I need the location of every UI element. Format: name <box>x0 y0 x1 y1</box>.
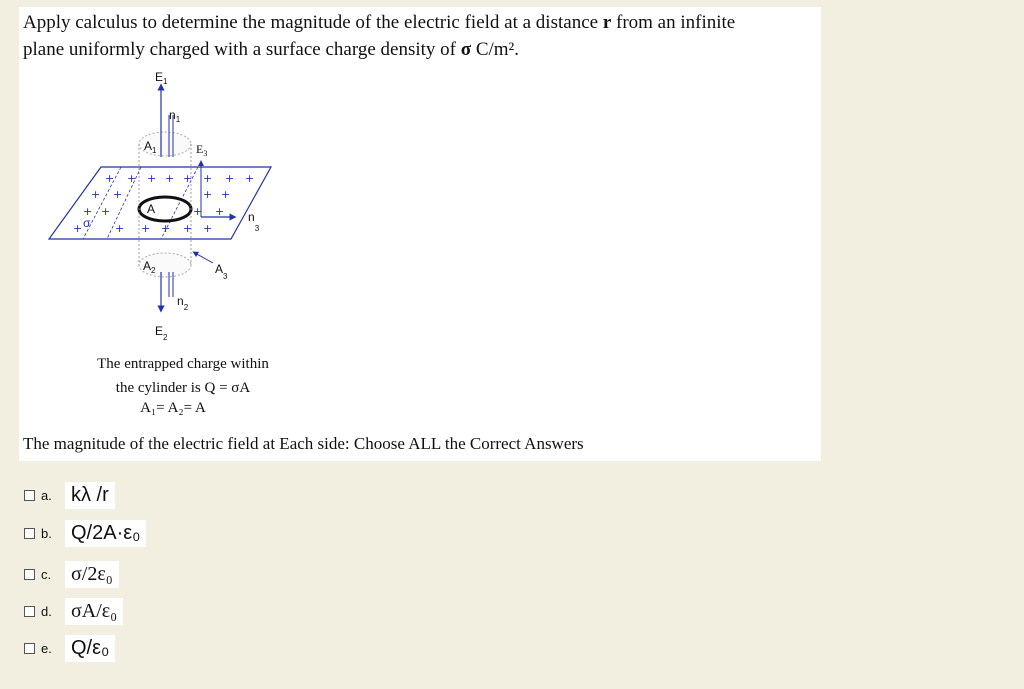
gauss-cylinder-figure <box>43 67 303 427</box>
figure-diagram <box>43 67 303 357</box>
option-e[interactable] <box>24 633 115 663</box>
question-line1-end: from an infinite <box>611 12 736 33</box>
figure-caption <box>83 352 283 400</box>
label-e3: $E_3$ <box>196 142 208 158</box>
svg-text:+: + <box>101 205 111 218</box>
label-e2: $E_2$ <box>155 324 168 342</box>
question-r-symbol: r <box>602 12 612 33</box>
svg-text:+: + <box>161 222 171 235</box>
question-text <box>23 9 823 63</box>
option-c[interactable] <box>24 559 119 589</box>
svg-text:+: + <box>127 172 137 185</box>
label-a3: $A_3$ <box>215 262 228 281</box>
svg-text:+: + <box>115 222 125 235</box>
svg-text:+: + <box>203 188 213 201</box>
svg-text:+: + <box>165 172 175 185</box>
option-d-checkbox[interactable] <box>24 606 35 617</box>
svg-text:+: + <box>91 188 101 201</box>
svg-text:+: + <box>203 172 213 185</box>
option-a-letter: a. <box>41 487 52 503</box>
option-a-checkbox[interactable] <box>24 490 35 501</box>
caption-line-2: the cylinder is Q = σA <box>115 380 251 396</box>
svg-text:+: + <box>147 172 157 185</box>
question-line2-start: plane uniformly charged with a surface charge density of <box>23 39 461 60</box>
question-line2-end: C/m². <box>471 39 520 60</box>
option-a[interactable] <box>24 480 115 510</box>
option-b-text: Q/2A·ε₀ <box>65 520 146 547</box>
option-d-text: σA/ε₀ <box>65 598 123 625</box>
option-a-text: kλ /r <box>65 482 115 509</box>
label-n2: $n_2$ <box>177 294 189 312</box>
plus-charges <box>73 172 254 235</box>
option-b[interactable] <box>24 518 146 548</box>
option-c-letter: c. <box>41 566 52 582</box>
option-e-letter: e. <box>41 640 52 656</box>
option-d[interactable] <box>24 596 123 626</box>
svg-text:+: + <box>221 188 231 201</box>
option-d-letter: d. <box>41 603 52 619</box>
svg-text:+: + <box>83 205 93 218</box>
question-line1-start: Apply calculus to determine the magnitude of the electric field at a distance <box>23 12 603 33</box>
label-a1: $A_1$ <box>144 139 157 155</box>
label-n3: $n_3$ <box>248 210 260 233</box>
svg-text:+: + <box>73 222 83 235</box>
svg-text:+: + <box>183 172 193 185</box>
option-b-checkbox[interactable] <box>24 528 35 539</box>
svg-text:+: + <box>193 205 203 218</box>
answer-prompt: The magnitude of the electric field at Each side: Choose ALL the Correct Answers <box>23 434 584 453</box>
svg-text:+: + <box>183 222 193 235</box>
label-a: A <box>147 202 156 216</box>
caption-line-1: The entrapped charge within <box>97 356 269 372</box>
label-e1: $E_1$ <box>155 70 168 86</box>
svg-text:+: + <box>225 172 235 185</box>
area-equation: A₁= A₂= A <box>140 400 206 416</box>
question-panel <box>19 7 821 461</box>
option-b-letter: b. <box>41 525 52 541</box>
svg-text:+: + <box>141 222 151 235</box>
label-n1: $n_1$ <box>169 108 181 124</box>
svg-text:+: + <box>215 205 225 218</box>
svg-text:+: + <box>245 172 255 185</box>
svg-text:+: + <box>113 188 123 201</box>
question-sigma-symbol: σ <box>460 39 472 60</box>
label-sigma: σ <box>83 216 91 230</box>
label-a2: $A_2$ <box>143 259 156 275</box>
option-e-text: Q/ε₀ <box>65 635 115 662</box>
svg-text:+: + <box>203 222 213 235</box>
option-e-checkbox[interactable] <box>24 643 35 654</box>
option-c-checkbox[interactable] <box>24 569 35 580</box>
svg-text:+: + <box>105 172 115 185</box>
option-c-text: σ/2ε₀ <box>65 561 119 588</box>
